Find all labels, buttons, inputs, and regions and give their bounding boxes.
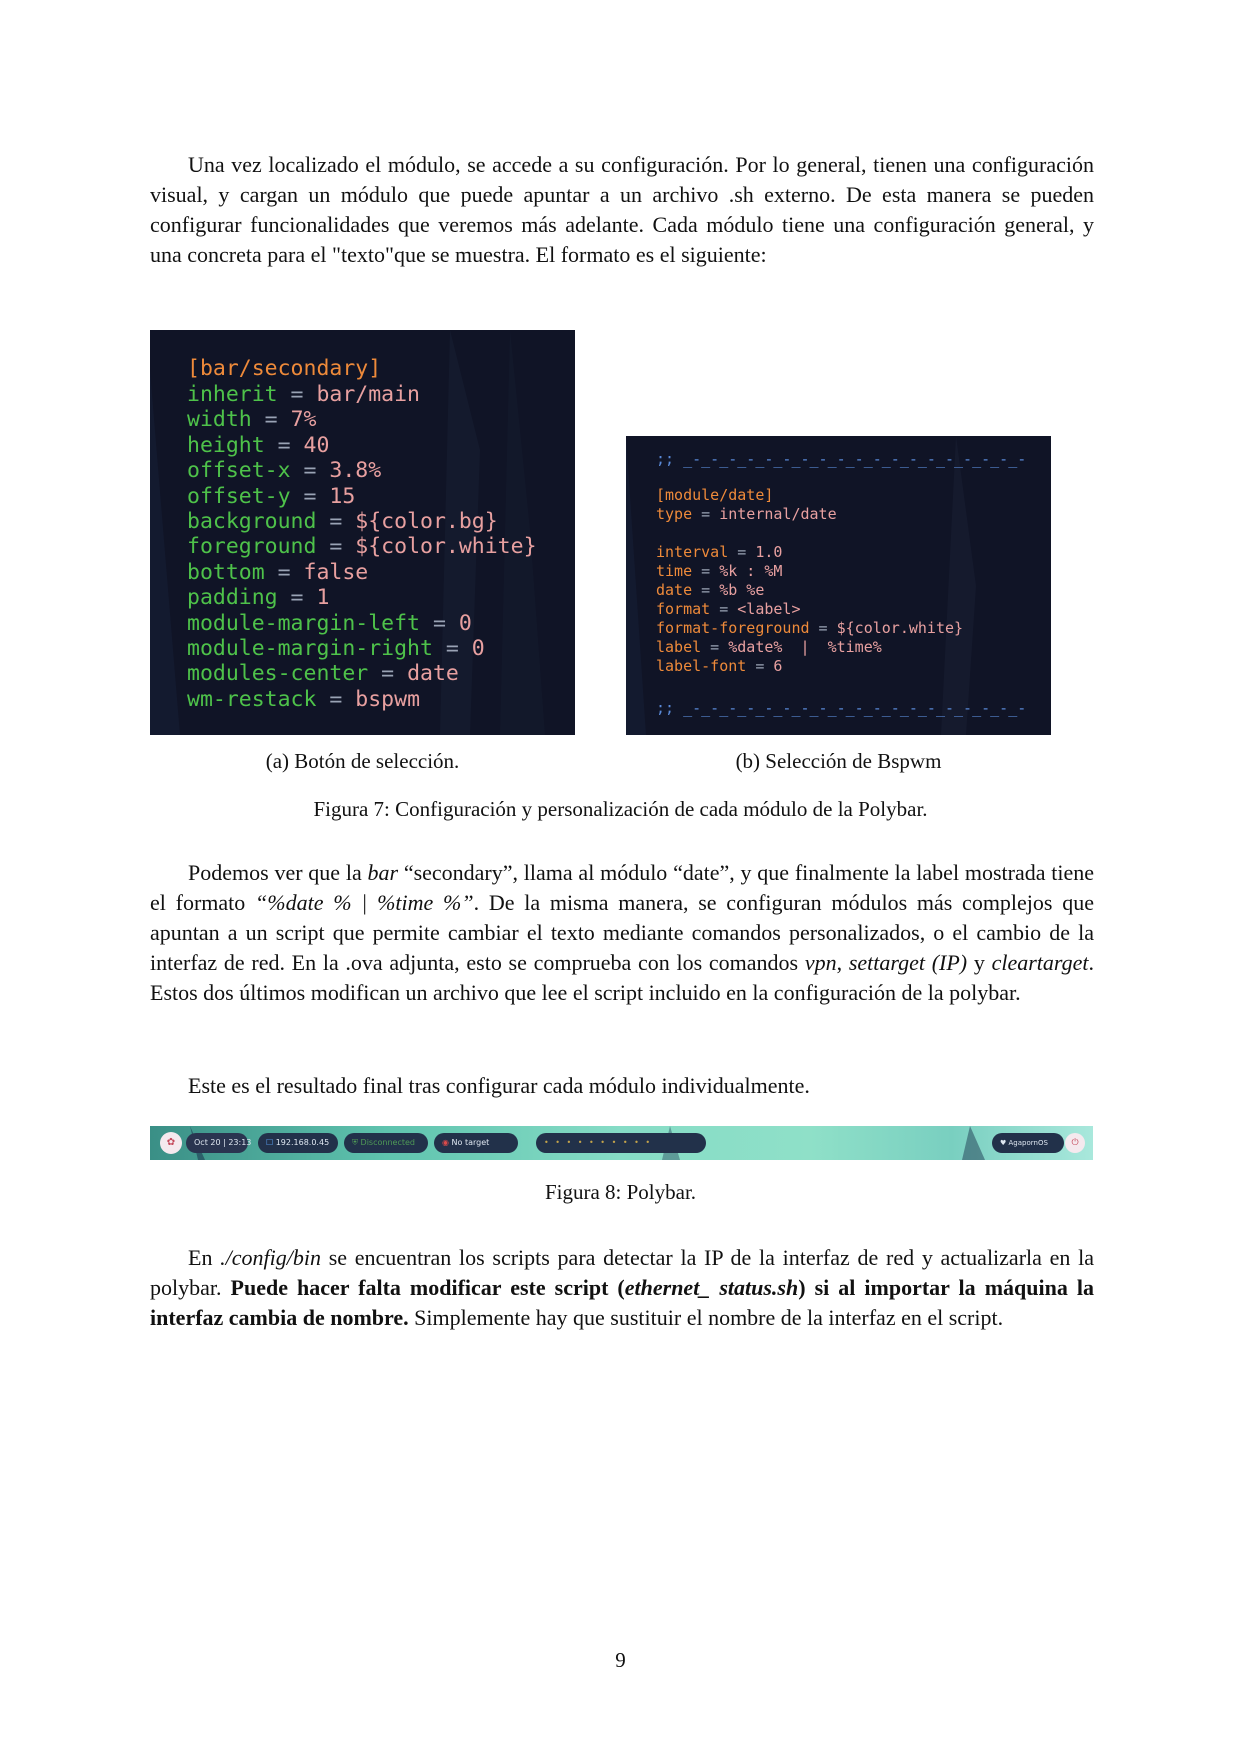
comment-separator-top: ;; _-_-_-_-_-_-_-_-_-_-_-_-_-_-_-_-_-_-_- xyxy=(656,450,1027,468)
config-line: inherit = bar/main xyxy=(187,382,421,407)
figure-a-caption: (a) Botón de selección. xyxy=(265,749,460,773)
polybar-ip-module[interactable]: ☐ 192.168.0.45 xyxy=(258,1133,338,1153)
config-line: padding = 1 xyxy=(187,585,330,611)
figure-b-caption: (b) Selección de Bspwm xyxy=(735,749,942,773)
config-line: interval = 1.0 xyxy=(656,543,783,561)
target-icon: ◉ xyxy=(442,1138,452,1147)
page-number: 9 xyxy=(615,1648,626,1672)
paragraph-intro: Una vez localizado el módulo, se accede a su configuración. Por lo general, tienen una configuración visual, y cargan un módulo que puede apuntar a un archivo .sh externo. De esta manera se pueden configurar funcionalidades que veremos más adelante. Cada módulo tiene una configuración general, y una concreta para el "texto"que se muestra. El formato es el siguiente: xyxy=(150,152,1094,267)
config-line: module-margin-left = 0 xyxy=(187,610,472,636)
config-line: wm-restack = bspwm xyxy=(187,686,421,712)
polybar-vpn-module[interactable]: ⛨ Disconnected xyxy=(344,1133,428,1153)
paragraph-result-intro: Este es el resultado final tras configurar cada módulo individualmente. xyxy=(188,1073,810,1098)
polybar-screenshot xyxy=(150,1126,1093,1160)
config-line: date = %b %e xyxy=(656,581,765,599)
paragraph-format-explanation: Podemos ver que la bar “secondary”, llama al módulo “date”, y que finalmente la label mostrada tiene el formato “%date % | %time %”. De la misma manera, se configuran módulos más complejos que apuntan a un script que permite cambiar el texto mediante comandos personalizados, o el cambio de la interfaz de red. En la .ova adjunta, esto se comprueba con los comandos vpn, settarget (IP) y cleartarget. Estos dos últimos modifican un archivo que lee el script incluido en la configuración de la polybar. xyxy=(150,860,1095,1005)
figure-7-caption: Figura 7: Configuración y personalización de cada módulo de la Polybar. xyxy=(313,797,928,821)
config-line: time = %k : %M xyxy=(656,562,783,580)
config-line: height = 40 xyxy=(187,432,330,458)
figure-a-terminal-screenshot xyxy=(150,330,575,735)
network-icon: ☐ xyxy=(266,1138,276,1147)
config-line-type: type = internal/date xyxy=(656,505,837,523)
config-section-header: [module/date] xyxy=(656,486,774,504)
polybar-target-module[interactable]: ◉ No target xyxy=(434,1133,518,1153)
config-line: background = ${color.bg} xyxy=(187,509,498,534)
power-icon[interactable]: ⏻ xyxy=(1065,1133,1085,1153)
config-line: module-margin-right = 0 xyxy=(187,636,485,661)
config-line: modules-center = date xyxy=(187,661,459,687)
polybar-date-module[interactable]: Oct 20 | 23:13 xyxy=(186,1133,248,1153)
config-line: format = <label> xyxy=(656,600,801,618)
config-line: bottom = false xyxy=(187,559,369,585)
config-section-header: [bar/secondary] xyxy=(187,356,382,381)
config-line: label = %date% | %time% xyxy=(656,638,882,656)
polybar-user-module[interactable]: ♥ AgapornOS xyxy=(992,1133,1064,1153)
config-line: offset-x = 3.8% xyxy=(187,458,382,484)
config-line: width = 7% xyxy=(187,407,317,433)
config-line: format-foreground = ${color.white} xyxy=(656,619,964,637)
polybar-workspaces-module[interactable]: • • • • • • • • • • xyxy=(536,1133,706,1153)
config-line: offset-y = 15 xyxy=(187,483,356,509)
config-line: foreground = ${color.white} xyxy=(187,534,537,560)
figure-b-terminal-screenshot xyxy=(626,436,1051,735)
vpn-icon: ⛨ xyxy=(352,1138,361,1147)
paragraph-script-note: En ./config/bin se encuentran los scripts para detectar la IP de la interfaz de red y actualizarla en la polybar. Puede hacer falta modificar este script (ethernet_ status.sh) si al importar la máquina la interfaz cambia de nombre. Simplemente hay que sustituir el nombre de la interfaz en el script. xyxy=(150,1245,1094,1330)
comment-separator-bottom: ;; _-_-_-_-_-_-_-_-_-_-_-_-_-_-_-_-_-_-_- xyxy=(656,699,1027,717)
polybar-logo-icon[interactable]: ✿ xyxy=(160,1132,182,1154)
config-line: label-font = 6 xyxy=(656,657,783,675)
figure-8-caption: Figura 8: Polybar. xyxy=(544,1180,697,1204)
